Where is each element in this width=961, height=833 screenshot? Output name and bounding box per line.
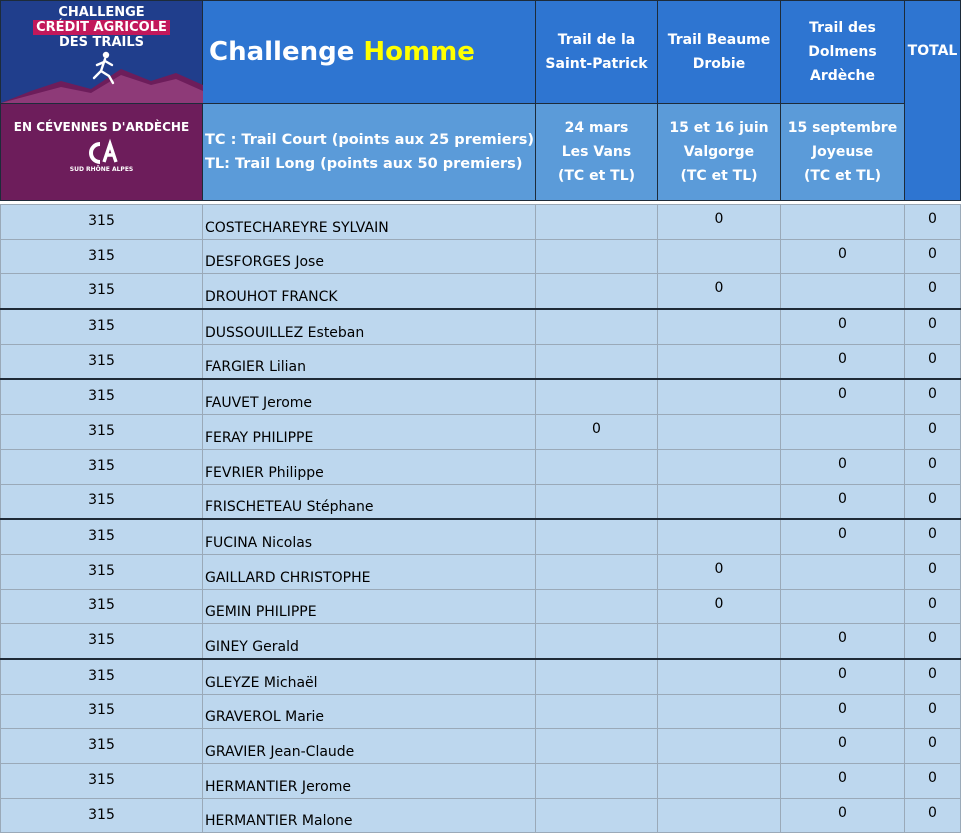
points-beaume-drobie-cell: 0 [658, 274, 781, 309]
rank-cell: 315 [1, 694, 203, 729]
runner-name-cell: GRAVIER Jean-Claude [203, 729, 536, 764]
points-saint-patrick-cell [536, 798, 658, 833]
points-dolmens-cell: 0 [781, 798, 905, 833]
points-beaume-drobie-cell [658, 449, 781, 484]
points-saint-patrick-cell [536, 519, 658, 554]
note-trail-court: TC : Trail Court (points aux 25 premiers) [205, 132, 534, 148]
points-saint-patrick-cell [536, 239, 658, 274]
rank-cell: 315 [1, 449, 203, 484]
race-name-beaume-drobie: Trail Beaume Drobie [658, 1, 781, 104]
total-points-cell: 0 [905, 624, 961, 659]
total-header: TOTAL [905, 1, 961, 201]
header-row-dates [1, 104, 961, 201]
points-dolmens-cell: 0 [781, 344, 905, 379]
table-row [1, 554, 961, 589]
points-dolmens-cell: 0 [781, 484, 905, 519]
points-beaume-drobie-cell [658, 694, 781, 729]
logo-title [1, 1, 202, 50]
rank-cell: 315 [1, 764, 203, 799]
total-points-cell: 0 [905, 484, 961, 519]
points-beaume-drobie-cell [658, 484, 781, 519]
points-saint-patrick-cell [536, 205, 658, 240]
logo-line-trails: DES TRAILS [59, 35, 144, 50]
points-beaume-drobie-cell [658, 415, 781, 450]
table-row [1, 449, 961, 484]
points-saint-patrick-cell [536, 764, 658, 799]
points-dolmens-cell [781, 554, 905, 589]
total-points-cell: 0 [905, 729, 961, 764]
runner-name-cell: HERMANTIER Jerome [203, 764, 536, 799]
table-row [1, 379, 961, 414]
runner-name-cell: FRISCHETEAU Stéphane [203, 484, 536, 519]
race-name-saint-patrick: Trail de la Saint-Patrick [536, 1, 658, 104]
runner-name-cell: FERAY PHILIPPE [203, 415, 536, 450]
points-beaume-drobie-cell [658, 379, 781, 414]
table-row [1, 624, 961, 659]
runner-name-cell: DROUHOT FRANCK [203, 274, 536, 309]
table-row [1, 764, 961, 799]
rank-cell: 315 [1, 239, 203, 274]
total-points-cell: 0 [905, 764, 961, 799]
table-row [1, 729, 961, 764]
points-saint-patrick-cell [536, 729, 658, 764]
points-beaume-drobie-cell: 0 [658, 589, 781, 624]
table-row [1, 659, 961, 694]
points-dolmens-cell: 0 [781, 624, 905, 659]
points-dolmens-cell: 0 [781, 449, 905, 484]
rank-cell: 315 [1, 624, 203, 659]
runner-name-cell: FUCINA Nicolas [203, 519, 536, 554]
points-beaume-drobie-cell [658, 344, 781, 379]
title-highlight: Homme [363, 37, 475, 67]
total-points-cell: 0 [905, 798, 961, 833]
rank-cell: 315 [1, 798, 203, 833]
logo-region: EN CÉVENNES D'ARDÈCHE [13, 120, 190, 134]
points-saint-patrick-cell [536, 659, 658, 694]
points-dolmens-cell: 0 [781, 309, 905, 344]
runner-name-cell: COSTECHAREYRE SYLVAIN [203, 205, 536, 240]
points-dolmens-cell: 0 [781, 694, 905, 729]
race-details-beaume-drobie: 15 et 16 juin Valgorge (TC et TL) [658, 104, 781, 201]
points-beaume-drobie-cell [658, 659, 781, 694]
points-dolmens-cell [781, 274, 905, 309]
points-saint-patrick-cell: 0 [536, 415, 658, 450]
points-dolmens-cell: 0 [781, 729, 905, 764]
rank-cell: 315 [1, 729, 203, 764]
table-row [1, 309, 961, 344]
runner-name-cell: GEMIN PHILIPPE [203, 589, 536, 624]
table-row [1, 589, 961, 624]
points-dolmens-cell [781, 415, 905, 450]
rank-cell: 315 [1, 589, 203, 624]
total-points-cell: 0 [905, 694, 961, 729]
rank-cell: 315 [1, 379, 203, 414]
total-points-cell: 0 [905, 659, 961, 694]
credit-agricole-logo-icon [82, 140, 122, 166]
points-beaume-drobie-cell [658, 798, 781, 833]
total-points-cell: 0 [905, 554, 961, 589]
points-saint-patrick-cell [536, 344, 658, 379]
page-title [203, 1, 536, 104]
logo-bank-region: SUD RHÔNE ALPES [69, 166, 134, 173]
table-row [1, 239, 961, 274]
points-beaume-drobie-cell [658, 624, 781, 659]
points-beaume-drobie-cell [658, 309, 781, 344]
points-dolmens-cell: 0 [781, 659, 905, 694]
runner-name-cell: FEVRIER Philippe [203, 449, 536, 484]
challenge-logo-bottom [1, 104, 203, 201]
points-dolmens-cell: 0 [781, 764, 905, 799]
points-dolmens-cell [781, 205, 905, 240]
runner-name-cell: GAILLARD CHRISTOPHE [203, 554, 536, 589]
total-points-cell: 0 [905, 589, 961, 624]
points-beaume-drobie-cell [658, 239, 781, 274]
points-beaume-drobie-cell [658, 764, 781, 799]
title-prefix: Challenge [209, 37, 364, 67]
table-row [1, 519, 961, 554]
runner-name-cell: FARGIER Lilian [203, 344, 536, 379]
table-row [1, 205, 961, 240]
total-points-cell: 0 [905, 239, 961, 274]
rank-cell: 315 [1, 274, 203, 309]
points-saint-patrick-cell [536, 694, 658, 729]
scoring-notes [203, 104, 536, 201]
rank-cell: 315 [1, 344, 203, 379]
total-points-cell: 0 [905, 519, 961, 554]
rank-cell: 315 [1, 484, 203, 519]
table-row [1, 694, 961, 729]
total-points-cell: 0 [905, 379, 961, 414]
points-saint-patrick-cell [536, 484, 658, 519]
points-dolmens-cell: 0 [781, 239, 905, 274]
runner-name-cell: DUSSOUILLEZ Esteban [203, 309, 536, 344]
challenge-logo-top [1, 1, 203, 104]
points-saint-patrick-cell [536, 309, 658, 344]
points-beaume-drobie-cell [658, 519, 781, 554]
runner-name-cell: HERMANTIER Malone [203, 798, 536, 833]
rank-cell: 315 [1, 415, 203, 450]
logo-line-bank: CRÉDIT AGRICOLE [33, 20, 170, 35]
points-saint-patrick-cell [536, 624, 658, 659]
table-row [1, 484, 961, 519]
points-beaume-drobie-cell: 0 [658, 205, 781, 240]
race-details-dolmens: 15 septembre Joyeuse (TC et TL) [781, 104, 905, 201]
points-saint-patrick-cell [536, 589, 658, 624]
race-details-saint-patrick: 24 mars Les Vans (TC et TL) [536, 104, 658, 201]
header-row-races [1, 1, 961, 104]
rank-cell: 315 [1, 309, 203, 344]
logo-line-challenge: CHALLENGE [58, 5, 145, 20]
total-points-cell: 0 [905, 309, 961, 344]
points-dolmens-cell [781, 589, 905, 624]
race-name-dolmens: Trail des Dolmens Ardèche [781, 1, 905, 104]
runner-name-cell: DESFORGES Jose [203, 239, 536, 274]
total-points-cell: 0 [905, 344, 961, 379]
points-saint-patrick-cell [536, 274, 658, 309]
table-row [1, 344, 961, 379]
mountain-runner-icon [1, 51, 203, 103]
points-saint-patrick-cell [536, 449, 658, 484]
points-beaume-drobie-cell: 0 [658, 554, 781, 589]
runner-name-cell: GINEY Gerald [203, 624, 536, 659]
points-dolmens-cell: 0 [781, 519, 905, 554]
runner-name-cell: GRAVEROL Marie [203, 694, 536, 729]
total-points-cell: 0 [905, 205, 961, 240]
runner-name-cell: GLEYZE Michaël [203, 659, 536, 694]
rank-cell: 315 [1, 554, 203, 589]
points-beaume-drobie-cell [658, 729, 781, 764]
points-saint-patrick-cell [536, 554, 658, 589]
runner-name-cell: FAUVET Jerome [203, 379, 536, 414]
rank-cell: 315 [1, 205, 203, 240]
note-trail-long: TL: Trail Long (points aux 50 premiers) [205, 156, 523, 172]
table-row [1, 274, 961, 309]
rank-cell: 315 [1, 519, 203, 554]
total-points-cell: 0 [905, 449, 961, 484]
rank-cell: 315 [1, 659, 203, 694]
table-row [1, 415, 961, 450]
points-dolmens-cell: 0 [781, 379, 905, 414]
total-points-cell: 0 [905, 415, 961, 450]
points-saint-patrick-cell [536, 379, 658, 414]
table-row [1, 798, 961, 833]
total-points-cell: 0 [905, 274, 961, 309]
